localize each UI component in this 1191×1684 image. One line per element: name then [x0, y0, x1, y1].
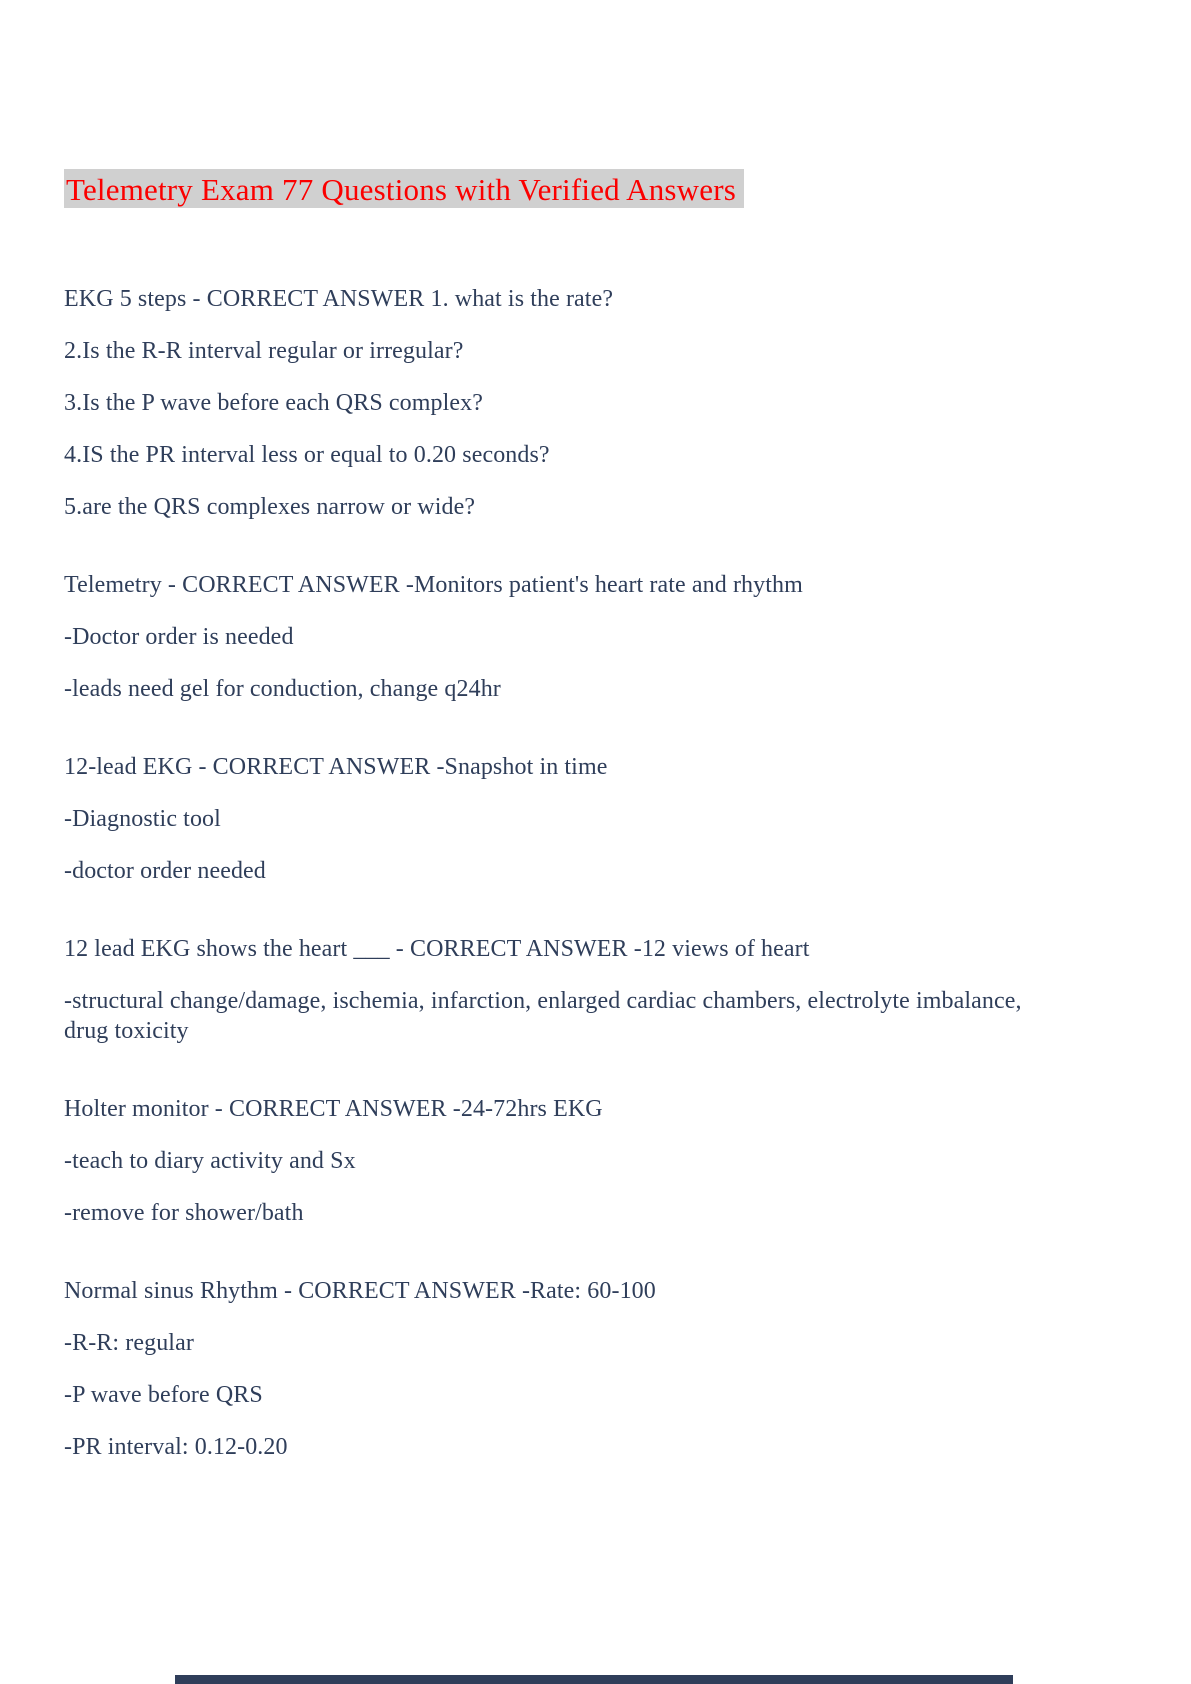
qa-line: -teach to diary activity and Sx	[64, 1148, 356, 1174]
qa-line: Normal sinus Rhythm - CORRECT ANSWER -Rate: 60-100	[64, 1278, 656, 1304]
qa-line: 3.Is the P wave before each QRS complex?	[64, 390, 483, 416]
qa-line: -P wave before QRS	[64, 1382, 263, 1408]
qa-block-3	[64, 934, 1049, 1046]
qa-line: EKG 5 steps - CORRECT ANSWER 1. what is the rate?	[64, 286, 614, 312]
qa-line: -PR interval: 0.12-0.20	[64, 1434, 288, 1460]
qa-line: -R-R: regular	[64, 1330, 194, 1356]
qa-line: -leads need gel for conduction, change q24hr	[64, 676, 501, 702]
qa-line: -Diagnostic tool	[64, 806, 221, 832]
page-title-highlight: Telemetry Exam 77 Questions with Verified Answers	[64, 169, 744, 208]
qa-block-5	[64, 1276, 1049, 1462]
qa-line: 12-lead EKG - CORRECT ANSWER -Snapshot in time	[64, 754, 608, 780]
qa-line: 12 lead EKG shows the heart ___ - CORRECT ANSWER -12 views of heart	[64, 936, 810, 962]
qa-line: Holter monitor - CORRECT ANSWER -24-72hrs EKG	[64, 1096, 603, 1122]
page-title	[64, 170, 1049, 210]
qa-line: Telemetry - CORRECT ANSWER -Monitors patient's heart rate and rhythm	[64, 572, 803, 598]
qa-blocks	[64, 284, 1049, 1462]
qa-block-0	[64, 284, 1049, 522]
qa-line: -structural change/damage, ischemia, infarction, enlarged cardiac chambers, electrolyte imbalance, drug toxicity	[64, 988, 1022, 1044]
qa-line: -doctor order needed	[64, 858, 266, 884]
qa-line: 5.are the QRS complexes narrow or wide?	[64, 494, 476, 520]
qa-line: -Doctor order is needed	[64, 624, 294, 650]
qa-block-1	[64, 570, 1049, 704]
qa-line: 4.IS the PR interval less or equal to 0.20 seconds?	[64, 442, 550, 468]
qa-line: -remove for shower/bath	[64, 1200, 304, 1226]
qa-block-2	[64, 752, 1049, 886]
clipped-next-page-text	[175, 1675, 1013, 1684]
qa-line: 2.Is the R-R interval regular or irregular?	[64, 338, 464, 364]
qa-block-4	[64, 1094, 1049, 1228]
